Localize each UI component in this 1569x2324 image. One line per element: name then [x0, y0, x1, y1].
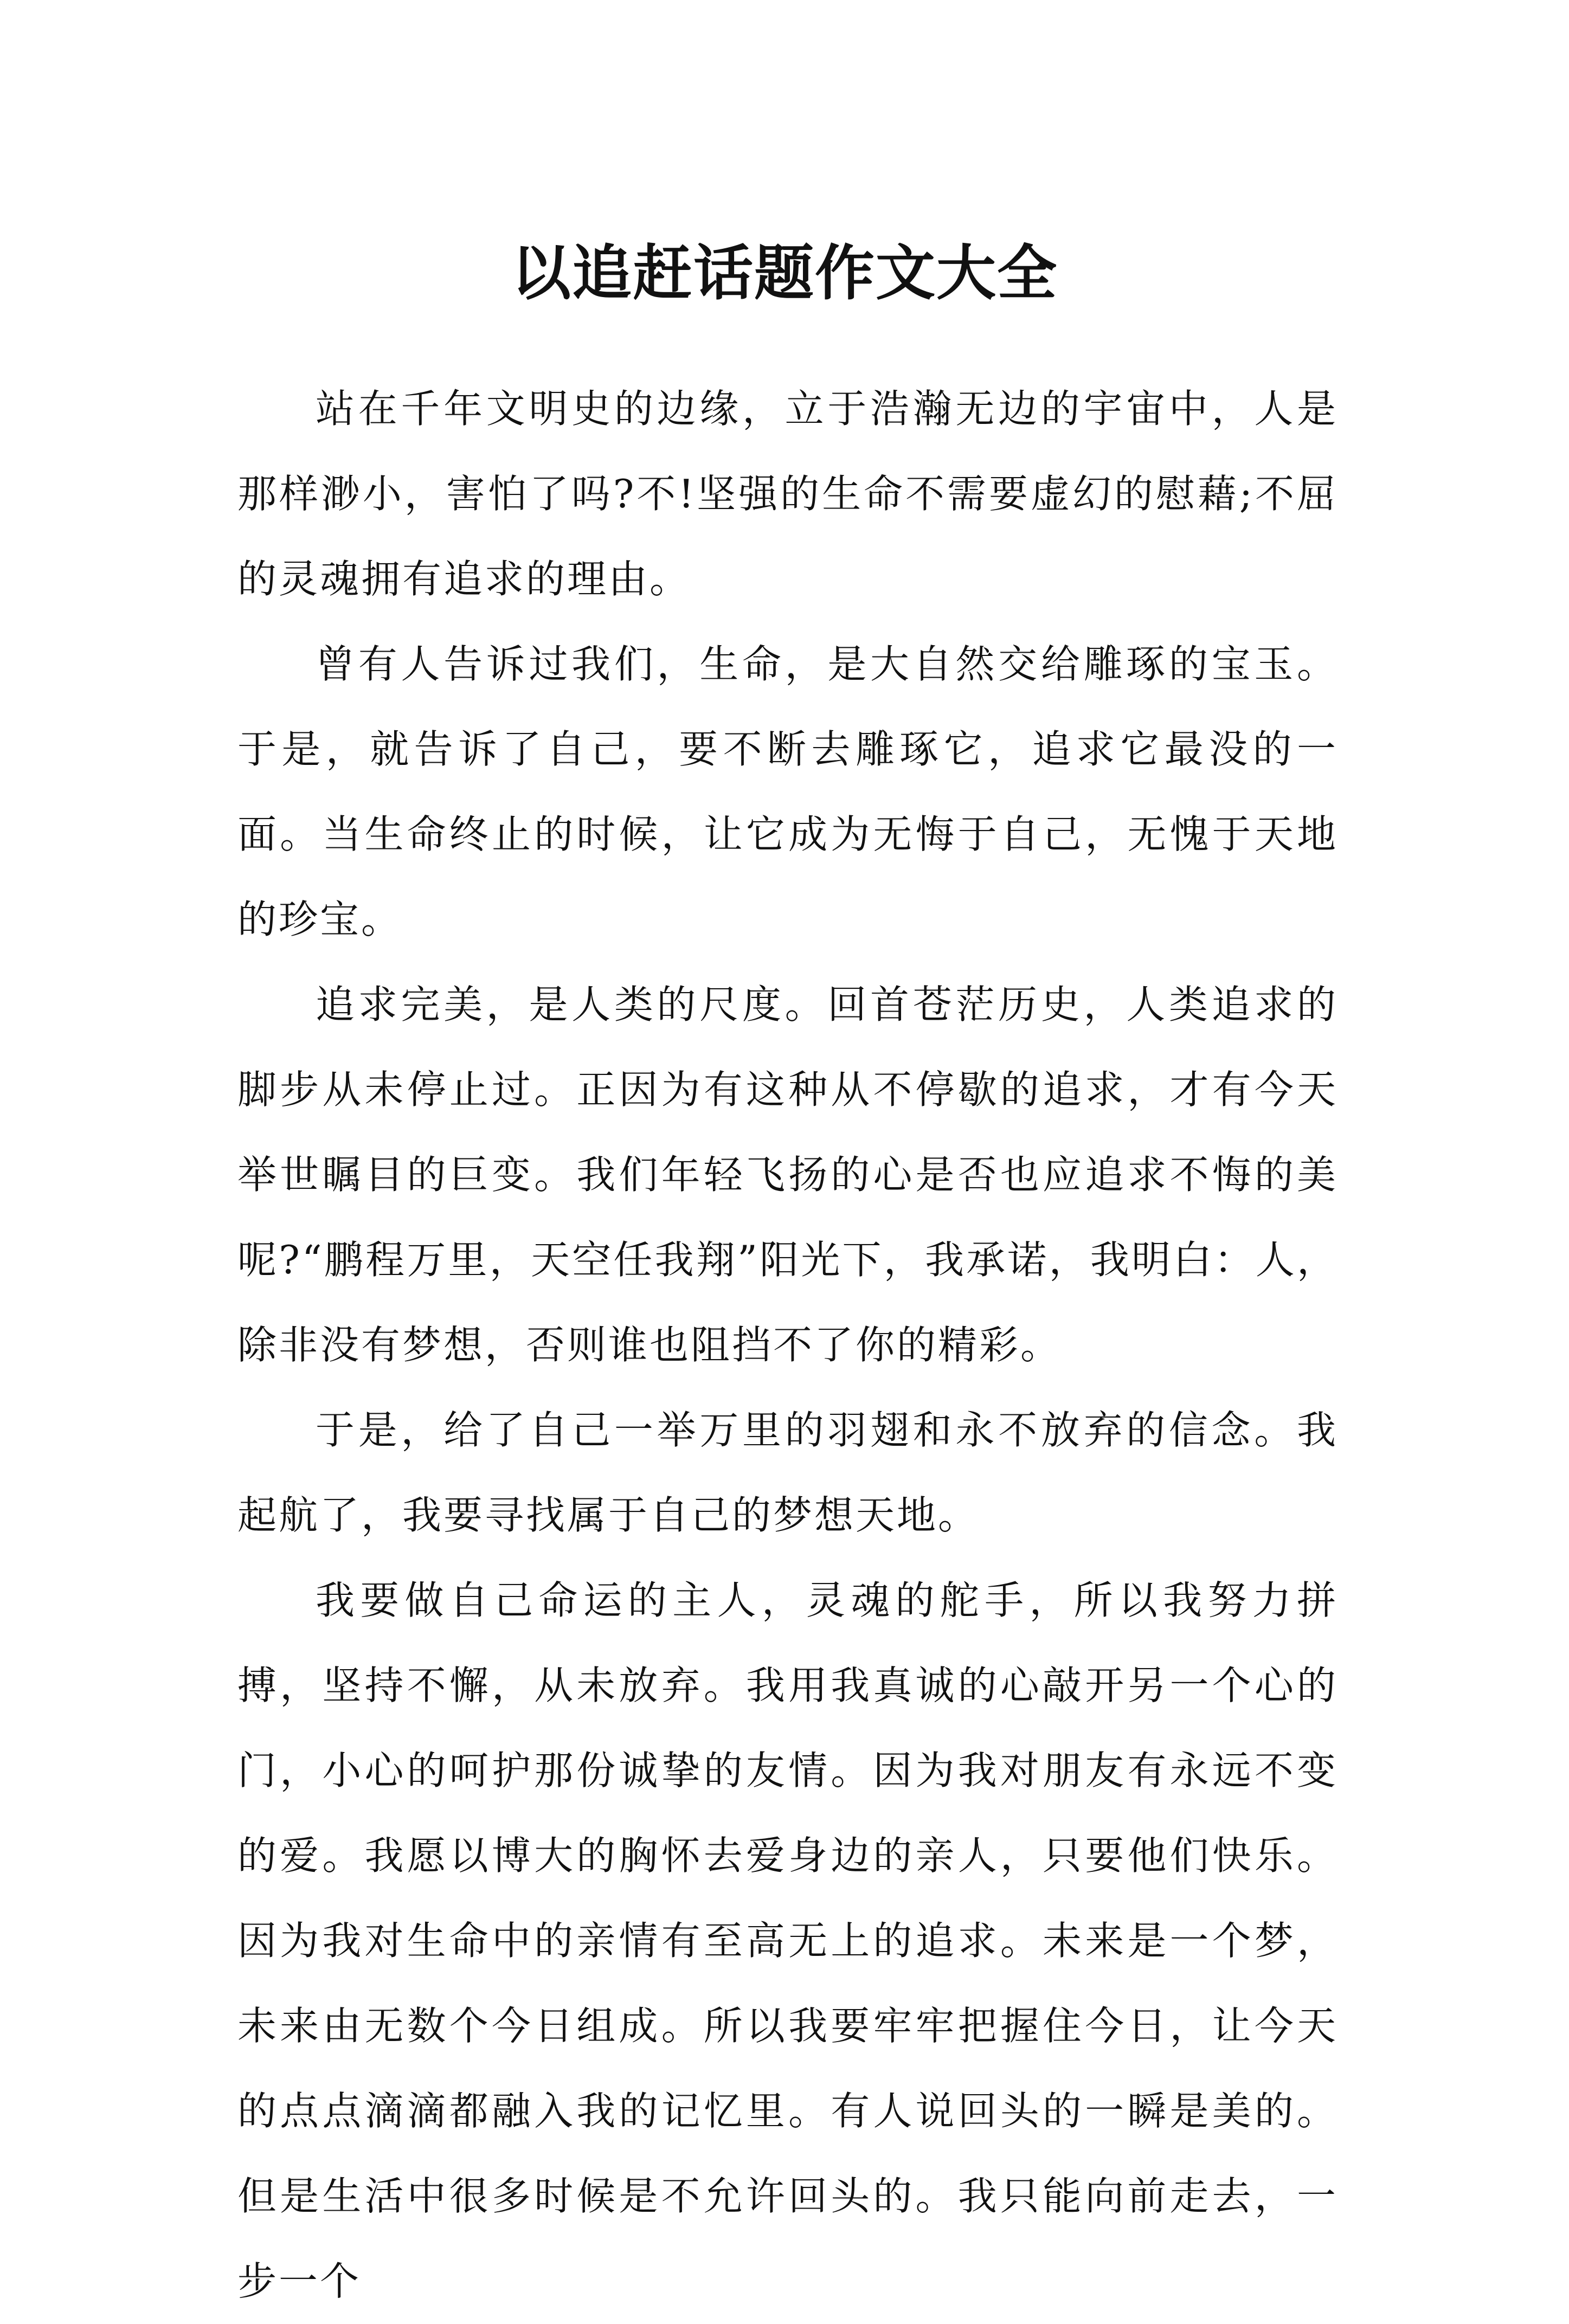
document-title: 以追赶话题作文大全 [511, 237, 1058, 308]
paragraph-4: 于是，给了自己一举万里的羽翅和永不放弃的信念。我起航了，我要寻找属于自己的梦想天地。 [237, 1407, 1338, 1538]
document-body [237, 366, 1338, 2324]
paragraph-2: 曾有人告诉过我们，生命，是大自然交给雕琢的宝玉。于是，就告诉了自己，要不断去雕琢它，追求它最没的一面。当生命终止的时候，让它成为无悔于自己，无愧于天地的珍宝。 [237, 641, 1338, 942]
paragraph-5: 我要做自己命运的主人，灵魂的舵手，所以我努力拼搏，坚持不懈，从未放弃。我用我真诚的心敲开另一个心的门，小心的呵护那份诚挚的友情。因为我对朋友有永远不变的爱。我愿以博大的胸怀去爱身边的亲人，只要他们快乐。因为我对生命中的亲情有至高无上的追求。未来是一个梦，未来由无数个今日组成。所以我要牢牢把握住今日，让今天的点点滴滴都融入我的记忆里。有人说回头的一瞬是美的。但是生活中很多时候是不允许回头的。我只能向前走去，一步一个 [237, 1578, 1338, 2304]
paragraph-1: 站在千年文明史的边缘，立于浩瀚无边的宇宙中，人是那样渺小，害怕了吗?不!坚强的生命不需要虚幻的慰藉;不屈的灵魂拥有追求的理由。 [237, 386, 1338, 602]
paragraph-3: 追求完美，是人类的尺度。回首苍茫历史，人类追求的脚步从未停止过。正因为有这种从不停歇的追求，才有今天举世瞩目的巨变。我们年轻飞扬的心是否也应追求不悔的美呢?“鹏程万里，天空任我翔”阳光下，我承诺，我明白：人，除非没有梦想，否则谁也阻挡不了你的精彩。 [237, 982, 1338, 1368]
